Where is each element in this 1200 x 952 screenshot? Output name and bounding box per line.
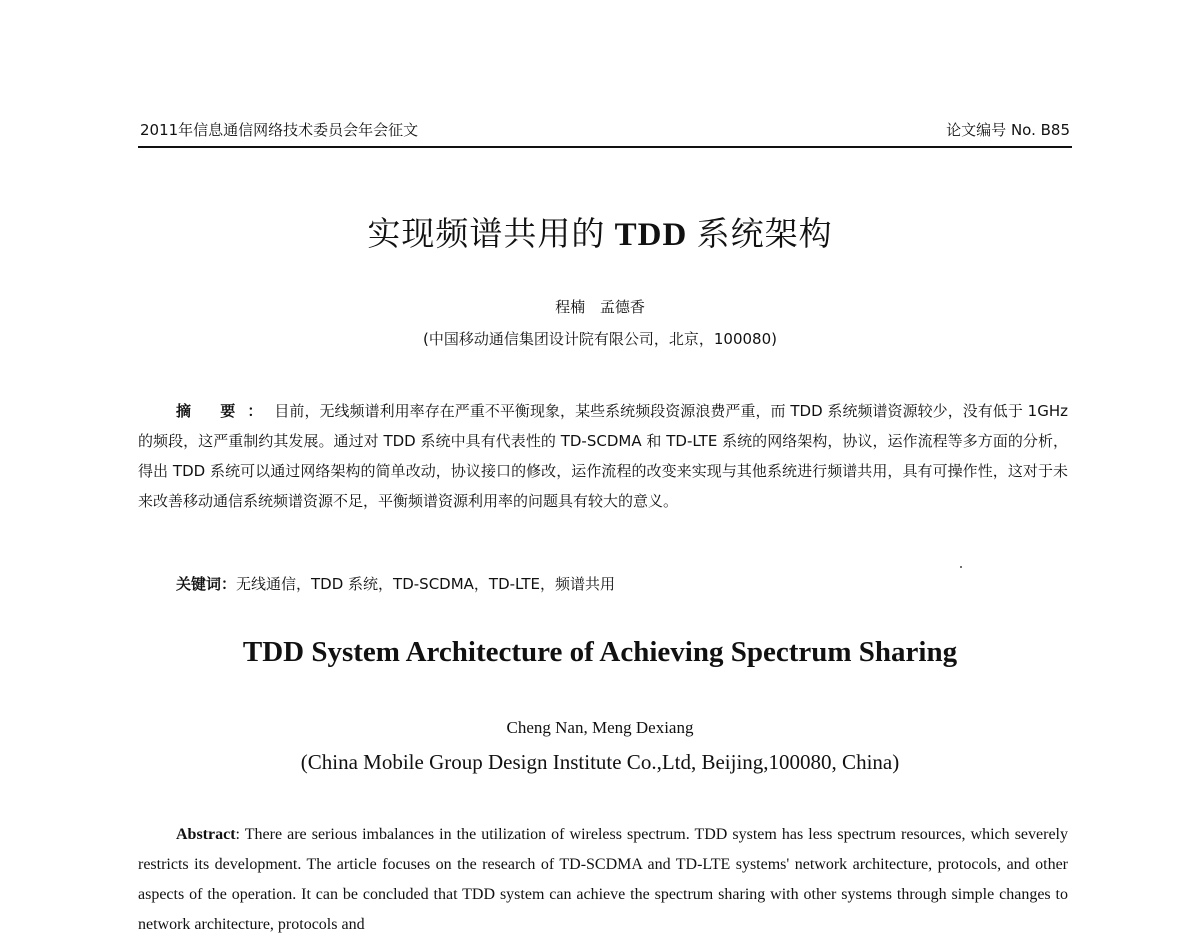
chinese-authors: 程楠 孟德香 bbox=[555, 298, 645, 316]
chinese-title-pre: 实现频谱共用的 bbox=[367, 214, 606, 253]
english-abstract-text: : There are serious imbalances in the utilization of wireless spectrum. TDD system has less spectrum resources, which severely restricts its development. The article focuses on the research of TD-SCDMA and TD-LTE systems' network architecture, protocols, and other aspects of the operation. It can be concluded that TDD system can achieve the spectrum sharing with other systems through simple changes to network architecture, protocols and bbox=[138, 826, 1068, 933]
chinese-title-tdd: TDD bbox=[605, 217, 697, 253]
english-abstract bbox=[138, 820, 1068, 940]
chinese-keywords bbox=[176, 573, 1066, 594]
page-header bbox=[138, 118, 1072, 148]
chinese-keywords-label: 关键词： bbox=[176, 575, 237, 593]
english-affiliation: (China Mobile Group Design Institute Co.,Ltd, Beijing,100080, China) bbox=[300, 750, 900, 774]
english-abstract-label: Abstract bbox=[176, 826, 236, 843]
chinese-keywords-text: 无线通信，TDD 系统，TD-SCDMA，TD-LTE，频谱共用 bbox=[236, 575, 615, 593]
chinese-affiliation: (中国移动通信集团设计院有限公司，北京，100080) bbox=[423, 330, 777, 348]
paper-number: 论文编号 No. B85 bbox=[946, 121, 1070, 139]
chinese-abstract-label: 摘 要： bbox=[176, 402, 275, 420]
chinese-title-post: 系统架构 bbox=[696, 214, 833, 253]
english-authors: Cheng Nan, Meng Dexiang bbox=[506, 718, 694, 737]
chinese-abstract-text: 目前，无线频谱利用率存在严重不平衡现象，某些系统频段资源浪费严重，而 TDD 系统频谱资源较少，没有低于 1GHz 的频段，这严重制约其发展。通过对 TDD 系统中具有代表性的 TD-SCDMA 和 TD-LTE 系统的网络架构，协议，运作流程等多方面的分析，得出 TDD 系统可以通过网络架构的简单改动，协议接口的修改，运作流程的改变来实现与其他系统进行频谱共用，具有可操作性，这对于未来改善移动通信系统频谱资源不足，平衡频谱资源利用率的问题具有较大的意义。 bbox=[138, 402, 1068, 510]
english-title: TDD System Architecture of Achieving Spectrum Sharing bbox=[242, 636, 958, 668]
chinese-abstract bbox=[138, 396, 1068, 516]
chinese-title bbox=[0, 208, 1200, 255]
conference-name: 2011年信息通信网络技术委员会年会征文 bbox=[140, 121, 419, 139]
scan-speck bbox=[960, 566, 962, 568]
